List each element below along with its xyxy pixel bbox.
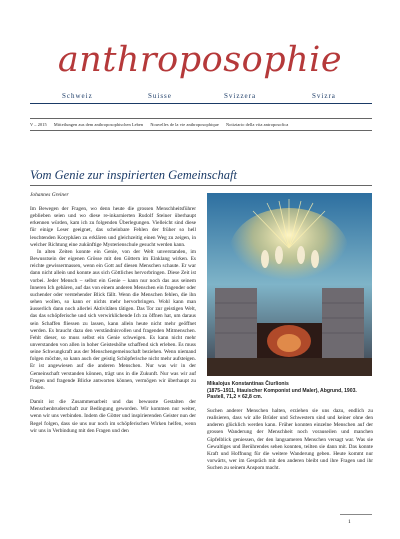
country-svizzera: Svizzera <box>224 92 257 100</box>
masthead-rule <box>30 103 372 104</box>
issue-rule-top <box>30 118 372 119</box>
masthead-title: anthroposophie <box>57 40 343 80</box>
country-suisse: Suisse <box>148 92 172 100</box>
title-rule <box>30 185 372 186</box>
country-schweiz: Schweiz <box>62 92 93 100</box>
article-column-right <box>207 408 373 472</box>
caption-artist: Mikalojus Konstantinas Čiurlionis <box>207 381 289 387</box>
image-caption <box>207 381 375 401</box>
page-number: 1 <box>348 519 351 525</box>
article-column-left <box>30 206 196 435</box>
issue-subtitle-fr: Nouvelles de la vie anthroposophique <box>150 122 219 127</box>
caption-details: (1875–1911, litauischer Komponist und Maler), Abgrund, 1903. Pastell, 71,2 × 62,8 cm. <box>207 387 357 401</box>
painting-abgrund <box>207 193 372 376</box>
paragraph: Im Bewegen der Fragen, wo denn heute die grossen Menschheitsführer geblieben seien und wo diese re-inkarnierten Rudolf Steiner überhaupt erkennen würden, kam ich zu folgenden Überlegungen. Vielleicht sind diese für einige Leser geeignet, das scheinbare Fehlen der früher so hell leuchtenden Koryphäen zu erklären und gleichzeitig einen Weg zu zeigen, in welcher Richtung eine zukünftige Mysterienschule gesucht werden kann. <box>30 206 196 248</box>
article-author: Johannes Greiner <box>30 192 69 198</box>
issue-number: V – 2015 <box>30 122 47 127</box>
issue-line <box>30 122 380 127</box>
paragraph: In alten Zeiten konnte ein Genie, von der Welt unverstanden, im Bewusstsein der eigenen Grösse mit den Göttern im Einklang wirken. Es reichte gewissermassen, wenn ein Gott auf diesen Menschen schaute. Er war dann nicht allein und konnte aus sich Göttliches hervorbringen. Diese Zeit ist vorbei. Jeder Mensch – selbst ein Genie – kann nur noch das aus seinem Inneren Ich gebären, auf das von einem anderen Menschen ein fragender oder suchender oder verstehender Blick fällt. Wenn die Menschen fehlen, die ihn sehen wollen, so kann er nichts mehr hervorbringen. Wohl kann man äusserlich dann noch allerlei Aktivitäten tätigen. Das Tor zur geistigen Welt, das das schöpferische und sich verwirklichende Ich zu öffnen hat, um daraus sein Schaffen fliessen zu lassen, kann allein heute nicht mehr geöffnet werden. Es braucht dazu den verständnisvollen und fragenden Mitmenschen. Fehlt dieser, so muss selbst ein Genie schweigen. Es kann nicht mehr unverstanden von allen in hoher Geisteshöhe schaffend sich erleben. Es muss seine Schwungkraft aus der Menschengemeinschaft beziehen. Wenn niemand folgen möchte, so kann auch der geistig Schöpferische nicht mehr aufsteigen. Er ist angewiesen auf die anderen Menschen. Nur was wir in der Gemeinschaft verstanden können, trägt uns in die Zukunft. Nur was wir auf Fragen und fragende Blicke antworten können, vermögen wir überhaupt zu finden. <box>30 248 196 391</box>
issue-rule-bottom <box>30 130 372 131</box>
paragraph: Damit ist die Zusammenarbeit und das bewusste Gestalten der Menschenbruderschaft zur Bedingung geworden. Wir kommen nur weiter, wenn wir uns verbinden. Indem die Götter und inspirierenden Geister nun der Regel folgen, dass sie uns nur noch im schöpferischen Wirken helfen, wenn wir uns in Verbindung mit den Fragen und den <box>30 399 196 434</box>
country-svizra: Svizra <box>312 92 336 100</box>
page-number-rule <box>340 514 372 515</box>
paragraph: Suchen anderer Menschen halten, erziehen sie uns dazu, endlich zu realisieren, dass wir alle Brüder und Schwestern sind und keiner ohne den anderen glücklich werden kann. Früher konnten einzelne Menschen auf der grossen Wanderung der Menschheit noch vorauseilen und manchen Gipfelblick geniessen, der den langsameren Menschen versagt war. Was sie Gewaltiges und Berührendes sehen konnten, teilten sie dann mit. Das konnte Kraft und Hoffnung für die weitere Wanderung geben. Heute kommt nur vorwärts, wer im Gespräch mit den anderen bleibt und ihre Fragen und ihr Suchen zu seinem Anspom macht. <box>207 408 373 472</box>
article-title: Vom Genie zur inspirierten Gemeinschaft <box>30 168 237 182</box>
issue-subtitle-de: Mitteilungen aus dem anthroposophischen Leben <box>53 122 144 127</box>
issue-subtitle-it: Notiziario della vita antroposofica <box>226 122 289 127</box>
